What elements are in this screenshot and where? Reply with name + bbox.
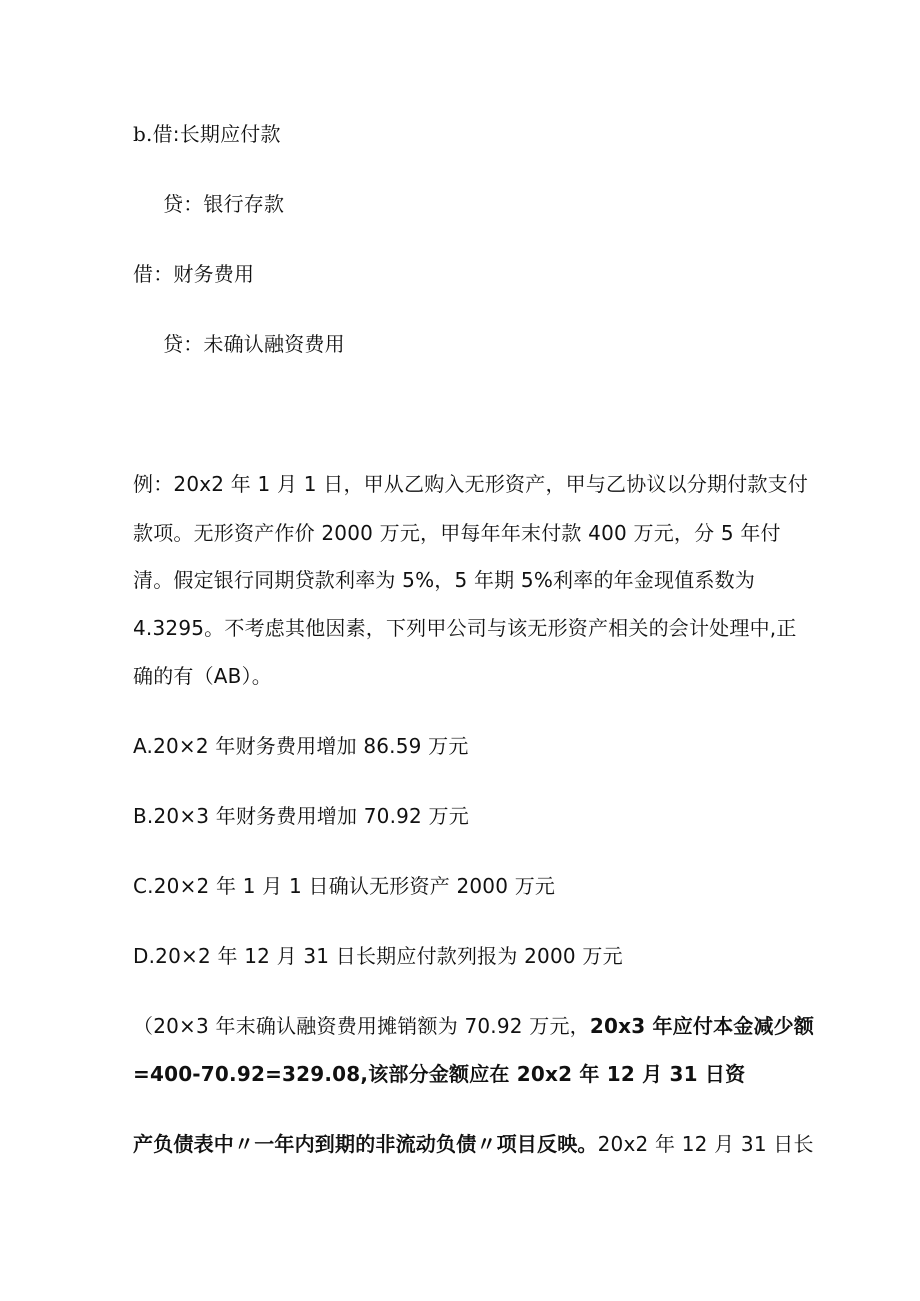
- entry-c-debit: 借：财务费用: [133, 262, 255, 286]
- example-line-1: 例：20x2 年 1 月 1 日，甲从乙购入无形资产，甲与乙协议以分期付款支付: [133, 472, 809, 496]
- note-line-1-bold: 20x3 年应付本金减少额: [589, 1014, 815, 1038]
- note-line-1: [133, 1012, 814, 1040]
- example-line-3: 清。假定银行同期贷款利率为 5%，5 年期 5%利率的年金现值系数为: [133, 568, 756, 592]
- entry-b-credit: 贷：银行存款: [163, 192, 285, 216]
- note-line-3-bold: 产负债表中〃一年内到期的非流动负债〃项目反映。: [133, 1132, 598, 1156]
- entry-c-credit: 贷：未确认融资费用: [163, 332, 345, 356]
- option-b: B.20×3 年财务费用增加 70.92 万元: [133, 804, 469, 828]
- option-d: D.20×2 年 12 月 31 日长期应付款列报为 2000 万元: [133, 944, 623, 968]
- option-c: C.20×2 年 1 月 1 日确认无形资产 2000 万元: [133, 874, 556, 898]
- option-a: A.20×2 年财务费用增加 86.59 万元: [133, 734, 469, 758]
- note-line-2: =400-70.92=329.08,该部分金额应在 20x2 年 12 月 31 日资: [133, 1062, 746, 1086]
- note-line-3: [133, 1130, 814, 1158]
- example-line-5: 确的有（AB）。: [133, 664, 273, 688]
- note-line-3-normal: 20x2 年 12 月 31 日长: [597, 1132, 814, 1156]
- entry-b-debit: [133, 120, 281, 148]
- note-line-1-normal: （20×3 年末确认融资费用摊销额为 70.92 万元，: [133, 1014, 590, 1038]
- entry-b-debit-text: 借:长期应付款: [152, 122, 281, 146]
- example-line-2: 款项。无形资产作价 2000 万元，甲每年年末付款 400 万元，分 5 年付: [133, 521, 781, 545]
- entry-b-label: b.: [133, 122, 153, 146]
- example-line-4: 4.3295。不考虑其他因素，下列甲公司与该无形资产相关的会计处理中,正: [133, 616, 797, 640]
